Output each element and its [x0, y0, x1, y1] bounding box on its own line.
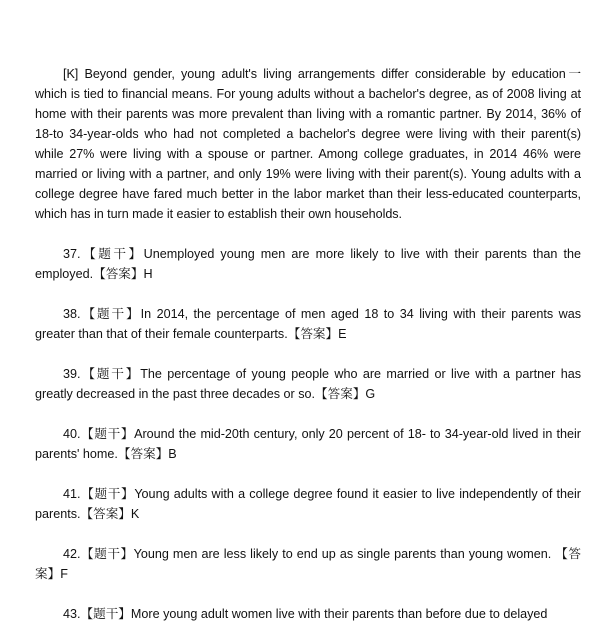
question-41 [35, 484, 581, 524]
answer-value: B [168, 447, 177, 461]
question-38 [35, 304, 581, 344]
question-number: 40. [63, 427, 81, 441]
stem-label: 【题干】 [80, 307, 141, 321]
answer-value: K [130, 507, 140, 521]
answer-label: 【答案】 [117, 447, 169, 461]
answer-label: 【答案】 [80, 507, 131, 521]
answer-value: E [338, 327, 347, 341]
question-40 [35, 424, 581, 464]
question-number: 42. [63, 547, 81, 561]
question-number: 43. [63, 607, 81, 621]
question-text: Unemployed young men are more likely to live with their parents than the employed. [35, 247, 581, 281]
question-text: More young adult women live with their parents than before due to delayed [130, 607, 548, 621]
answer-value: G [365, 387, 376, 401]
stem-label: 【题干】 [80, 607, 131, 621]
stem-label: 【题干】 [80, 547, 134, 561]
answer-value: H [143, 267, 153, 281]
question-number: 39. [63, 367, 81, 381]
answer-label: 【答案】 [93, 267, 144, 281]
question-text: The percentage of young people who are married or live with a partner has greatly decreased in the past three decades or so. [35, 367, 581, 401]
answer-label: 【答案】 [35, 547, 581, 581]
question-number: 41. [63, 487, 81, 501]
answer-label: 【答案】 [315, 387, 366, 401]
stem-label: 【题干】 [80, 487, 135, 501]
question-39 [35, 364, 581, 404]
question-text: Young adults with a college degree found it easier to live independently of their parents. [35, 487, 581, 521]
answer-value: F [60, 567, 68, 581]
answer-label: 【答案】 [287, 327, 339, 341]
question-text: Around the mid-20th century, only 20 percent of 18- to 34-year-old lived in their parents' home. [35, 427, 581, 461]
stem-label: 【题干】 [80, 367, 141, 381]
stem-label: 【题干】 [80, 247, 144, 261]
question-42 [35, 544, 581, 584]
stem-label: 【题干】 [80, 427, 135, 441]
passage-paragraph-k: [K] Beyond gender, young adult's living arrangements differ considerable by education一which is tied to financial means. For young adults without a bachelor's degree, as of 2008 living at home with their parents was more prevalent than living with a romantic partner. By 2014, 36% of 18-to 34-year-olds who had not completed a bachelor's degree were living with their parent(s) while 27% were living with a spouse or partner. Among college graduates, in 2014 46% were married or living with a partner, and only 19% were living with their parent(s). Young adults with a college degree have fared much better in the labor market than their less-educated counterparts, which has in turn made it easier to establish their own households. [35, 67, 581, 221]
question-text: Young men are less likely to end up as single parents than young women. [133, 547, 552, 561]
question-43 [35, 604, 581, 624]
question-text: In 2014, the percentage of men aged 18 to 34 living with their parents was greater than that of their female counterparts. [35, 307, 581, 341]
question-number: 38. [63, 307, 81, 321]
question-number: 37. [63, 247, 81, 261]
question-37 [35, 244, 581, 284]
